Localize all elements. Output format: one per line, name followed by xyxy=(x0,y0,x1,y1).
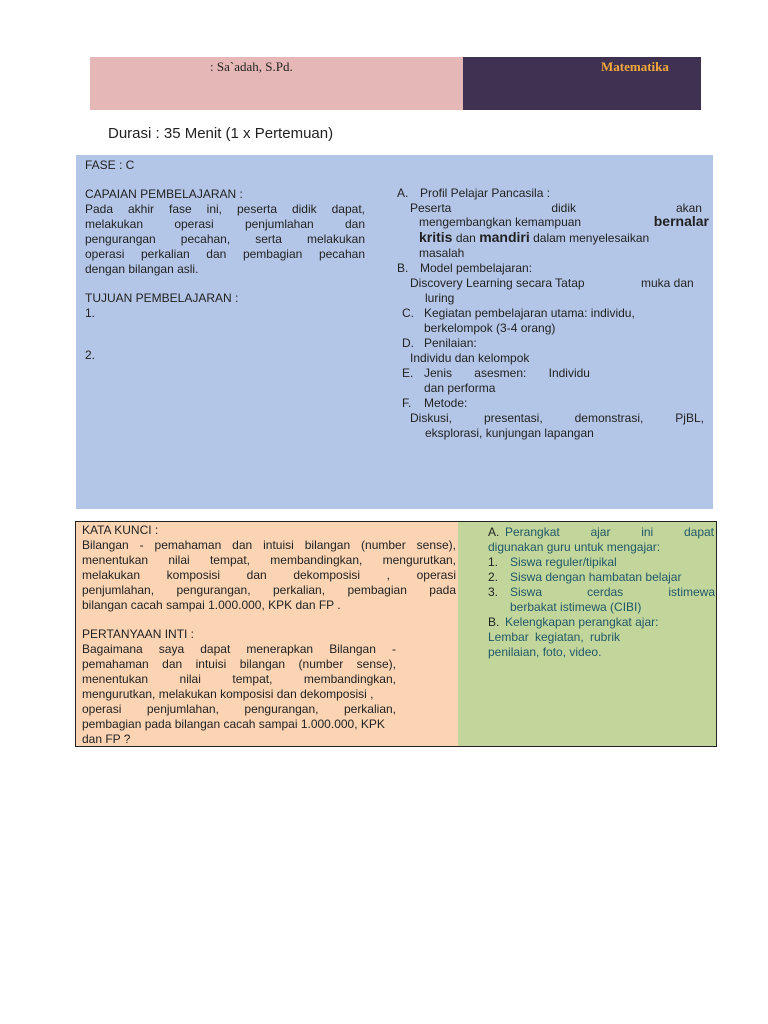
bold-kritis: kritis xyxy=(419,229,453,245)
word: Diskusi, xyxy=(410,411,453,425)
tujuan-item-2: 2. xyxy=(85,348,96,362)
kata-kunci-line: bilangan cacah sampai 1.000.000, KPK dan FP . xyxy=(82,598,341,612)
green-label-a: A. xyxy=(488,525,500,539)
pertanyaan-line: dan FP ? xyxy=(82,732,131,746)
kata-kunci-text xyxy=(82,538,456,613)
profil-line-2 xyxy=(419,214,709,230)
metode-line-1 xyxy=(410,411,704,426)
bold-bernalar: bernalar xyxy=(653,213,709,229)
duration-text: Durasi : 35 Menit (1 x Pertemuan) xyxy=(108,125,334,142)
profil-dan: dan xyxy=(455,231,476,245)
teacher-name: : Sa`adah, S.Pd. xyxy=(210,59,293,74)
capaian-heading: CAPAIAN PEMBELAJARAN : xyxy=(85,187,243,201)
bold-mandiri: mandiri xyxy=(479,229,530,245)
pertanyaan-line: pembagian pada bilangan cacah sampai 1.000.000, KPK xyxy=(82,717,385,731)
green-item-1: Siswa reguler/tipikal xyxy=(510,555,617,569)
green-label-b: B. xyxy=(488,615,500,629)
pertanyaan-line: Bagaimana saya dapat menerapkan Bilangan - xyxy=(82,642,396,656)
profil-title: Profil Pelajar Pancasila : xyxy=(420,186,551,200)
list-label-d: D. xyxy=(402,336,414,350)
asesmen-line-2: dan performa xyxy=(424,381,496,395)
list-label-c: C. xyxy=(402,306,414,320)
kata-kunci-line: melakukan komposisi dan dekomposisi , operasi xyxy=(82,568,456,582)
fase-label: FASE : C xyxy=(85,158,135,172)
model-line-1a: Discovery Learning secara Tatap xyxy=(410,276,585,290)
asesmen-line-1 xyxy=(424,366,590,381)
model-title: Model pembelajaran: xyxy=(420,261,533,275)
kata-kunci-heading: KATA KUNCI : xyxy=(82,523,159,537)
penilaian-title: Penilaian: xyxy=(424,336,477,350)
subject-title: Matematika xyxy=(601,59,669,74)
kelengkapan-line-2: Lembar kegiatan, rubrik xyxy=(488,630,620,644)
list-label-e: E. xyxy=(402,366,414,380)
green-item-3: Siswa cerdas istimewa xyxy=(510,585,715,599)
kegiatan-line-2: berkelompok (3-4 orang) xyxy=(424,321,556,335)
green-num-2: 2. xyxy=(488,570,499,584)
tujuan-item-1: 1. xyxy=(85,306,96,320)
word: demonstrasi, xyxy=(574,411,644,425)
metode-title: Metode: xyxy=(424,396,468,410)
tujuan-heading: TUJUAN PEMBELAJARAN : xyxy=(85,291,239,305)
penilaian-line-1: Individu dan kelompok xyxy=(410,351,530,365)
list-label-f: F. xyxy=(402,396,412,410)
capaian-line: operasi perkalian dan pembagian pecahan xyxy=(85,247,365,261)
capaian-line: dengan bilangan asli. xyxy=(85,262,199,276)
word: asesmen: xyxy=(474,366,527,380)
kegiatan-line-1: Kegiatan pembelajaran utama: individu, xyxy=(424,306,635,320)
model-line-2: luring xyxy=(425,291,455,305)
pertanyaan-line: menentukan nilai tempat, membandingkan, xyxy=(82,672,396,686)
profil-text: mengembangkan kemampuan xyxy=(419,215,582,229)
metode-line-2: eksplorasi, kunjungan lapangan xyxy=(425,426,594,440)
kata-kunci-line: menentukan nilai tempat, membandingkan, mengurutkan, xyxy=(82,553,456,567)
kata-kunci-line: penjumlahan, pengurangan, perkalian, pembagian pada xyxy=(82,583,456,597)
kata-kunci-line: Bilangan - pemahaman dan intuisi bilangan (number sense), xyxy=(82,538,456,552)
word: Peserta xyxy=(410,201,452,215)
green-num-3: 3. xyxy=(488,585,499,599)
model-line-1b: muka dan xyxy=(641,276,694,290)
capaian-line: melakukan operasi penjumlahan dan xyxy=(85,217,365,231)
pertanyaan-inti-heading: PERTANYAAN INTI : xyxy=(82,627,195,641)
word: Jenis xyxy=(424,366,453,380)
perangkat-line-2: digunakan guru untuk mengajar: xyxy=(488,540,661,554)
perangkat-text: Perangkat ajar ini dapat xyxy=(505,525,714,539)
capaian-line: pengurangan pecahan, serta melakukan xyxy=(85,232,365,246)
word: presentasi, xyxy=(483,411,543,425)
pertanyaan-line: operasi penjumlahan, pengurangan, perkalian, xyxy=(82,702,396,716)
pertanyaan-line: pemahaman dan intuisi bilangan (number sense), xyxy=(82,657,396,671)
word: didik xyxy=(551,201,576,215)
green-item-2: Siswa dengan hambatan belajar xyxy=(510,570,682,584)
word: PjBL, xyxy=(675,411,704,425)
capaian-line: Pada akhir fase ini, peserta didik dapat, xyxy=(85,202,365,216)
profil-line-3 xyxy=(419,230,649,246)
pertanyaan-inti-text xyxy=(82,642,396,747)
kelengkapan-line-1: Kelengkapan perangkat ajar: xyxy=(505,615,659,629)
word: akan xyxy=(675,201,702,215)
profil-rest: dalam menyelesaikan xyxy=(533,231,650,245)
capaian-text xyxy=(85,202,365,277)
kelengkapan-line-3: penilaian, foto, video. xyxy=(488,645,602,659)
pertanyaan-line: mengurutkan, melakukan komposisi dan dekomposisi , xyxy=(82,687,374,701)
word: Individu xyxy=(548,366,590,380)
list-label-a: A. xyxy=(397,186,409,200)
list-label-b: B. xyxy=(397,261,409,275)
green-num-1: 1. xyxy=(488,555,499,569)
perangkat-line-1 xyxy=(505,525,714,540)
profil-line-4: masalah xyxy=(419,246,465,260)
green-item-3-line-2: berbakat istimewa (CIBI) xyxy=(510,600,642,614)
